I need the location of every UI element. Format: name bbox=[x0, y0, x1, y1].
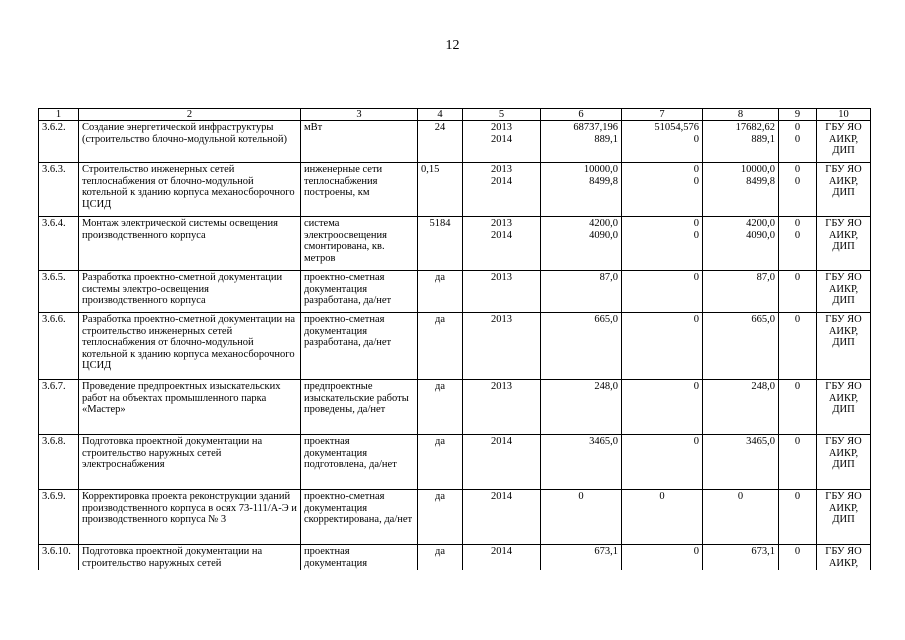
row-number: 3.6.9. bbox=[39, 490, 79, 545]
regional-amount: 673,1 bbox=[703, 545, 779, 571]
regional-amount: 665,0 bbox=[703, 313, 779, 380]
federal-amount: 0 bbox=[622, 435, 703, 490]
row-number: 3.6.4. bbox=[39, 217, 79, 271]
indicator-unit: инженерные сети теплоснабжения построены, км bbox=[301, 163, 418, 217]
indicator-unit: система электроосвещения смонтирована, кв. метров bbox=[301, 217, 418, 271]
regional-amount: 87,0 bbox=[703, 271, 779, 313]
other-amount: 0 bbox=[779, 435, 817, 490]
indicator-value: да bbox=[418, 271, 463, 313]
executor: ГБУ ЯО АИКР, ДИП bbox=[817, 271, 871, 313]
indicator-value: 0,15 bbox=[418, 163, 463, 217]
row-number: 3.6.3. bbox=[39, 163, 79, 217]
other-amount: 0 bbox=[779, 313, 817, 380]
total-amount: 248,0 bbox=[541, 380, 622, 435]
regional-amount: 17682,62 889,1 bbox=[703, 121, 779, 163]
regional-amount: 0 bbox=[703, 490, 779, 545]
table-row bbox=[39, 313, 871, 380]
total-amount: 3465,0 bbox=[541, 435, 622, 490]
executor: ГБУ ЯО АИКР, ДИП bbox=[817, 121, 871, 163]
executor: ГБУ ЯО АИКР, bbox=[817, 545, 871, 571]
indicator-value: да bbox=[418, 490, 463, 545]
other-amount: 0 bbox=[779, 271, 817, 313]
federal-amount: 0 bbox=[622, 380, 703, 435]
row-number: 3.6.10. bbox=[39, 545, 79, 571]
table-row bbox=[39, 490, 871, 545]
row-number: 3.6.7. bbox=[39, 380, 79, 435]
total-amount: 665,0 bbox=[541, 313, 622, 380]
measure-name: Разработка проектно-сметной документации на строительство инженерных сетей теплоснабжения от блочно-модульной котельной к зданию корпуса механосборочного ЦСИД bbox=[79, 313, 301, 380]
column-header: 3 bbox=[301, 109, 418, 121]
column-header: 8 bbox=[703, 109, 779, 121]
table-row bbox=[39, 545, 871, 571]
executor: ГБУ ЯО АИКР, ДИП bbox=[817, 490, 871, 545]
total-amount: 673,1 bbox=[541, 545, 622, 571]
measure-name: Проведение предпроектных изыскательских работ на объектах промышленного парка «Мастер» bbox=[79, 380, 301, 435]
regional-amount: 248,0 bbox=[703, 380, 779, 435]
indicator-unit: проектно-сметная документация разработана, да/нет bbox=[301, 313, 418, 380]
federal-amount: 51054,576 0 bbox=[622, 121, 703, 163]
column-header: 5 bbox=[463, 109, 541, 121]
column-header: 4 bbox=[418, 109, 463, 121]
total-amount: 4200,0 4090,0 bbox=[541, 217, 622, 271]
executor: ГБУ ЯО АИКР, ДИП bbox=[817, 163, 871, 217]
other-amount: 0 bbox=[779, 380, 817, 435]
table-row bbox=[39, 121, 871, 163]
measure-name: Монтаж электрической системы освещения производственного корпуса bbox=[79, 217, 301, 271]
executor: ГБУ ЯО АИКР, ДИП bbox=[817, 217, 871, 271]
header-row bbox=[39, 109, 871, 121]
measure-name: Корректировка проекта реконструкции зданий производственного корпуса в осях 73-111/А-Э и производственного корпуса № 3 bbox=[79, 490, 301, 545]
total-amount: 0 bbox=[541, 490, 622, 545]
measure-name: Создание энергетической инфраструктуры (строительство блочно-модульной котельной) bbox=[79, 121, 301, 163]
table-row bbox=[39, 163, 871, 217]
column-header: 10 bbox=[817, 109, 871, 121]
other-amount: 0 0 bbox=[779, 121, 817, 163]
other-amount: 0 bbox=[779, 490, 817, 545]
regional-amount: 4200,0 4090,0 bbox=[703, 217, 779, 271]
page-number: 12 bbox=[445, 38, 460, 53]
indicator-unit: проектно-сметная документация разработана, да/нет bbox=[301, 271, 418, 313]
measure-name: Разработка проектно-сметной документации системы электро-освещения производственного корпуса bbox=[79, 271, 301, 313]
column-header: 2 bbox=[79, 109, 301, 121]
row-number: 3.6.8. bbox=[39, 435, 79, 490]
indicator-value: да bbox=[418, 380, 463, 435]
federal-amount: 0 bbox=[622, 313, 703, 380]
measure-name: Подготовка проектной документации на строительство наружных сетей электроснабжения bbox=[79, 435, 301, 490]
column-header: 7 bbox=[622, 109, 703, 121]
table-row bbox=[39, 217, 871, 271]
program-table bbox=[38, 108, 871, 570]
years: 2013 bbox=[463, 271, 541, 313]
indicator-value: да bbox=[418, 313, 463, 380]
other-amount: 0 0 bbox=[779, 163, 817, 217]
table-row bbox=[39, 271, 871, 313]
measure-name: Подготовка проектной документации на строительство наружных сетей bbox=[79, 545, 301, 571]
federal-amount: 0 0 bbox=[622, 163, 703, 217]
executor: ГБУ ЯО АИКР, ДИП bbox=[817, 435, 871, 490]
total-amount: 87,0 bbox=[541, 271, 622, 313]
measure-name: Строительство инженерных сетей теплоснабжения от блочно-модульной котельной к зданию корпуса механосборочного ЦСИД bbox=[79, 163, 301, 217]
regional-amount: 10000,0 8499,8 bbox=[703, 163, 779, 217]
federal-amount: 0 bbox=[622, 271, 703, 313]
column-header: 1 bbox=[39, 109, 79, 121]
years: 2013 bbox=[463, 380, 541, 435]
total-amount: 68737,196 889,1 bbox=[541, 121, 622, 163]
federal-amount: 0 bbox=[622, 545, 703, 571]
indicator-unit: проектная документация bbox=[301, 545, 418, 571]
years: 2013 bbox=[463, 313, 541, 380]
years: 2013 2014 bbox=[463, 163, 541, 217]
column-header: 6 bbox=[541, 109, 622, 121]
executor: ГБУ ЯО АИКР, ДИП bbox=[817, 380, 871, 435]
federal-amount: 0 bbox=[622, 490, 703, 545]
indicator-unit: предпроектные изыскательские работы проведены, да/нет bbox=[301, 380, 418, 435]
regional-amount: 3465,0 bbox=[703, 435, 779, 490]
indicator-unit: мВт bbox=[301, 121, 418, 163]
indicator-value: 5184 bbox=[418, 217, 463, 271]
other-amount: 0 bbox=[779, 545, 817, 571]
years: 2014 bbox=[463, 545, 541, 571]
executor: ГБУ ЯО АИКР, ДИП bbox=[817, 313, 871, 380]
federal-amount: 0 0 bbox=[622, 217, 703, 271]
indicator-value: да bbox=[418, 435, 463, 490]
row-number: 3.6.2. bbox=[39, 121, 79, 163]
table-row bbox=[39, 435, 871, 490]
other-amount: 0 0 bbox=[779, 217, 817, 271]
row-number: 3.6.5. bbox=[39, 271, 79, 313]
table-row bbox=[39, 380, 871, 435]
indicator-value: 24 bbox=[418, 121, 463, 163]
column-header: 9 bbox=[779, 109, 817, 121]
years: 2013 2014 bbox=[463, 217, 541, 271]
indicator-unit: проектно-сметная документация скорректирована, да/нет bbox=[301, 490, 418, 545]
indicator-value: да bbox=[418, 545, 463, 571]
years: 2013 2014 bbox=[463, 121, 541, 163]
indicator-unit: проектная документация подготовлена, да/нет bbox=[301, 435, 418, 490]
years: 2014 bbox=[463, 490, 541, 545]
years: 2014 bbox=[463, 435, 541, 490]
row-number: 3.6.6. bbox=[39, 313, 79, 380]
total-amount: 10000,0 8499,8 bbox=[541, 163, 622, 217]
